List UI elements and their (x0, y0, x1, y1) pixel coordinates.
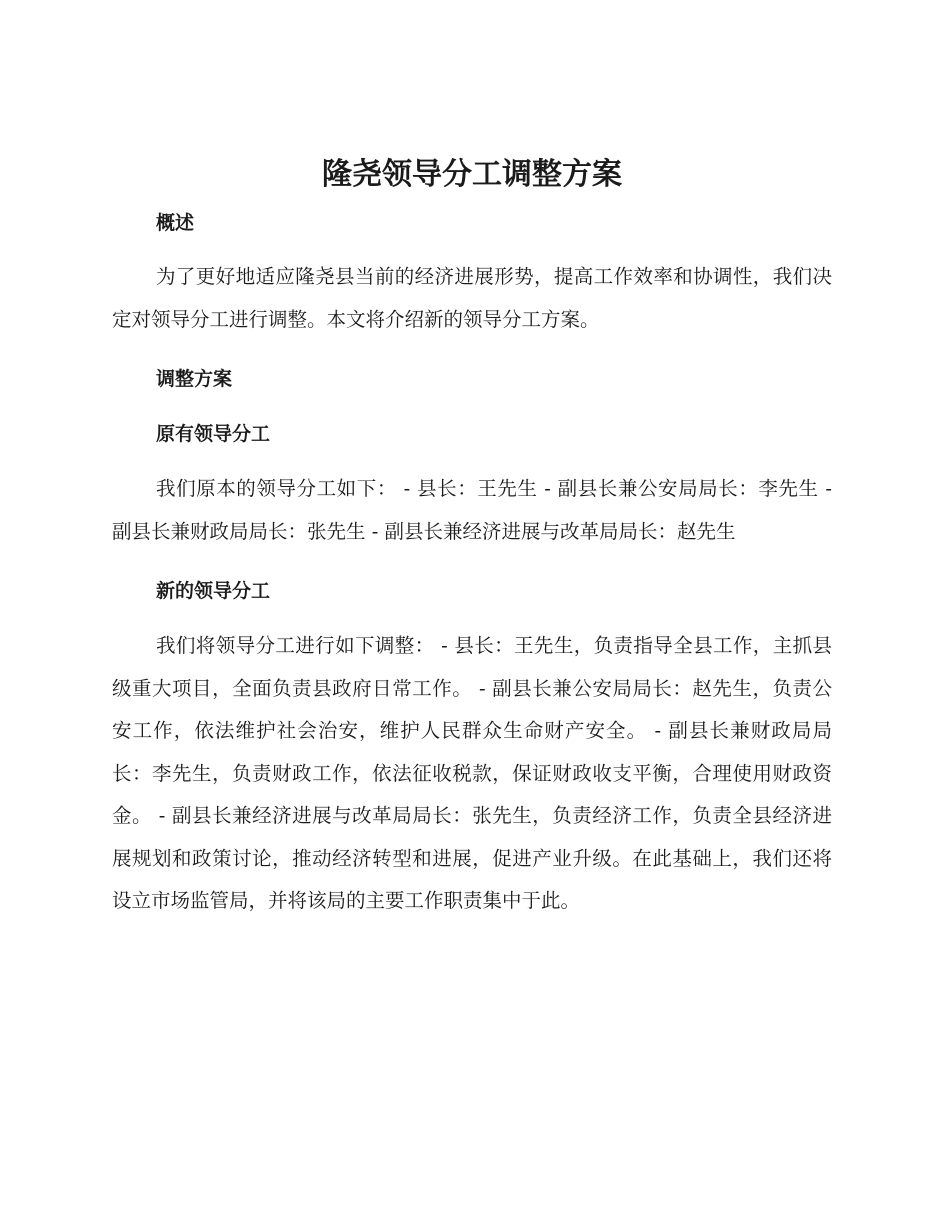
plan-heading: 调整方案 (156, 368, 233, 390)
document-title: 隆尧领导分工调整方案 (322, 157, 622, 192)
overview-paragraph: 为了更好地适应隆尧县当前的经济进展形势，提高工作效率和协调性，我们决定对领导分工进行调整。本文将介绍新的领导分工方案。 (112, 265, 832, 331)
new-division-paragraph: 我们将领导分工进行如下调整： - 县长：王先生，负责指导全县工作，主抓县级重大项目，全面负责县政府日常工作。 - 副县长兼公安局局长：赵先生，负责公安工作，依法维护社会治安，维护人民群众生命财产安全。 - 副县长兼财政局局长：李先生，负责财政工作，依法征收税款，保证财政收支平衡，合理使用财政资金。 - 副县长兼经济进展与改革局局长：张先生，负责经济工作，负责全县经济进展规划和政策讨论，推动经济转型和进展，促进产业升级。在此基础上，我们还将设立市场监管局，并将该局的主要工作职责集中于此。 (112, 634, 832, 912)
new-division-heading: 新的领导分工 (156, 580, 271, 602)
original-division-paragraph: 我们原本的领导分工如下： - 县长：王先生 - 副县长兼公安局局长：李先生 - 副县长兼财政局局长：张先生 - 副县长兼经济进展与改革局局长：赵先生 (112, 477, 832, 543)
overview-heading: 概述 (156, 212, 195, 234)
document-page (112, 148, 832, 923)
original-division-heading: 原有领导分工 (156, 423, 271, 445)
